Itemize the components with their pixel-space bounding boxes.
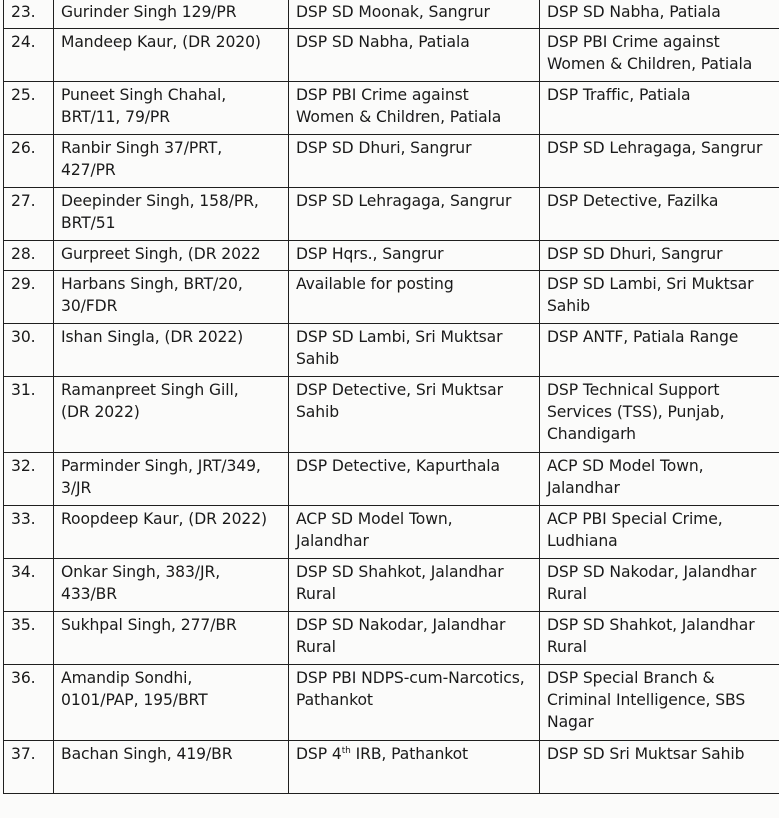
table-row	[4, 453, 779, 506]
table-row	[4, 665, 779, 741]
officer-name-cell: Amandip Sondhi, 0101/PAP, 195/BRT	[54, 665, 289, 741]
serial-number-cell: 29.	[4, 271, 54, 324]
posting-table-body	[4, 0, 779, 794]
new-posting-cell: DSP PBI Crime against Women & Children, Patiala	[540, 29, 779, 82]
table-row	[4, 82, 779, 135]
officer-name-cell: Gurpreet Singh, (DR 2022	[54, 241, 289, 271]
officer-name-cell: Ishan Singla, (DR 2022)	[54, 324, 289, 377]
serial-number-cell: 37.	[4, 741, 54, 794]
new-posting-cell: DSP Special Branch & Criminal Intelligence, SBS Nagar	[540, 665, 779, 741]
ordinal-suffix: th	[341, 745, 351, 756]
officer-name-cell: Onkar Singh, 383/JR, 433/BR	[54, 559, 289, 612]
serial-number-cell: 33.	[4, 506, 54, 559]
new-posting-cell: DSP Detective, Fazilka	[540, 188, 779, 241]
table-row	[4, 241, 779, 271]
serial-number-cell: 32.	[4, 453, 54, 506]
officer-name-cell: Parminder Singh, JRT/349, 3/JR	[54, 453, 289, 506]
officer-name-cell: Ranbir Singh 37/PRT, 427/PR	[54, 135, 289, 188]
table-row	[4, 506, 779, 559]
new-posting-cell: DSP SD Nabha, Patiala	[540, 0, 779, 29]
officer-name-cell: Bachan Singh, 419/BR	[54, 741, 289, 794]
table-row	[4, 324, 779, 377]
new-posting-cell: DSP SD Shahkot, Jalandhar Rural	[540, 612, 779, 665]
current-posting-cell: DSP PBI Crime against Women & Children, Patiala	[289, 82, 540, 135]
serial-number-cell: 35.	[4, 612, 54, 665]
serial-number-cell: 36.	[4, 665, 54, 741]
current-posting-cell: DSP SD Lambi, Sri Muktsar Sahib	[289, 324, 540, 377]
new-posting-cell: ACP PBI Special Crime, Ludhiana	[540, 506, 779, 559]
table-row	[4, 612, 779, 665]
new-posting-cell: DSP ANTF, Patiala Range	[540, 324, 779, 377]
table-row	[4, 741, 779, 794]
table-row	[4, 377, 779, 453]
officer-name-cell: Puneet Singh Chahal, BRT/11, 79/PR	[54, 82, 289, 135]
officer-name-cell: Harbans Singh, BRT/20, 30/FDR	[54, 271, 289, 324]
serial-number-cell: 25.	[4, 82, 54, 135]
serial-number-cell: 34.	[4, 559, 54, 612]
officer-name-cell: Gurinder Singh 129/PR	[54, 0, 289, 29]
current-posting-cell: DSP PBI NDPS-cum-Narcotics, Pathankot	[289, 665, 540, 741]
current-posting-cell: DSP SD Moonak, Sangrur	[289, 0, 540, 29]
current-posting-cell: DSP Detective, Sri Muktsar Sahib	[289, 377, 540, 453]
table-row	[4, 559, 779, 612]
new-posting-cell: ACP SD Model Town, Jalandhar	[540, 453, 779, 506]
serial-number-cell: 26.	[4, 135, 54, 188]
table-row	[4, 0, 779, 29]
new-posting-cell: DSP Technical Support Services (TSS), Punjab, Chandigarh	[540, 377, 779, 453]
table-row	[4, 271, 779, 324]
current-posting-cell	[289, 741, 540, 794]
serial-number-cell: 27.	[4, 188, 54, 241]
table-row	[4, 135, 779, 188]
serial-number-cell: 24.	[4, 29, 54, 82]
serial-number-cell: 23.	[4, 0, 54, 29]
serial-number-cell: 30.	[4, 324, 54, 377]
serial-number-cell: 28.	[4, 241, 54, 271]
officer-name-cell: Sukhpal Singh, 277/BR	[54, 612, 289, 665]
current-posting-cell: Available for posting	[289, 271, 540, 324]
new-posting-cell: DSP Traffic, Patiala	[540, 82, 779, 135]
officer-name-cell: Mandeep Kaur, (DR 2020)	[54, 29, 289, 82]
table-row	[4, 188, 779, 241]
officer-name-cell: Roopdeep Kaur, (DR 2022)	[54, 506, 289, 559]
current-posting-cell: DSP SD Nabha, Patiala	[289, 29, 540, 82]
current-posting-cell: DSP Detective, Kapurthala	[289, 453, 540, 506]
current-posting-text: DSP 4	[296, 745, 342, 763]
officer-name-cell: Ramanpreet Singh Gill, (DR 2022)	[54, 377, 289, 453]
new-posting-cell: DSP SD Nakodar, Jalandhar Rural	[540, 559, 779, 612]
current-posting-cell: DSP Hqrs., Sangrur	[289, 241, 540, 271]
table-row	[4, 29, 779, 82]
current-posting-text-rest: IRB, Pathankot	[350, 745, 469, 763]
posting-table	[3, 0, 779, 794]
current-posting-cell: DSP SD Dhuri, Sangrur	[289, 135, 540, 188]
serial-number-cell: 31.	[4, 377, 54, 453]
officer-name-cell: Deepinder Singh, 158/PR, BRT/51	[54, 188, 289, 241]
current-posting-cell: DSP SD Lehragaga, Sangrur	[289, 188, 540, 241]
current-posting-cell: DSP SD Shahkot, Jalandhar Rural	[289, 559, 540, 612]
current-posting-cell: DSP SD Nakodar, Jalandhar Rural	[289, 612, 540, 665]
new-posting-cell: DSP SD Lehragaga, Sangrur	[540, 135, 779, 188]
new-posting-cell: DSP SD Lambi, Sri Muktsar Sahib	[540, 271, 779, 324]
new-posting-cell: DSP SD Sri Muktsar Sahib	[540, 741, 779, 794]
new-posting-cell: DSP SD Dhuri, Sangrur	[540, 241, 779, 271]
current-posting-cell: ACP SD Model Town, Jalandhar	[289, 506, 540, 559]
